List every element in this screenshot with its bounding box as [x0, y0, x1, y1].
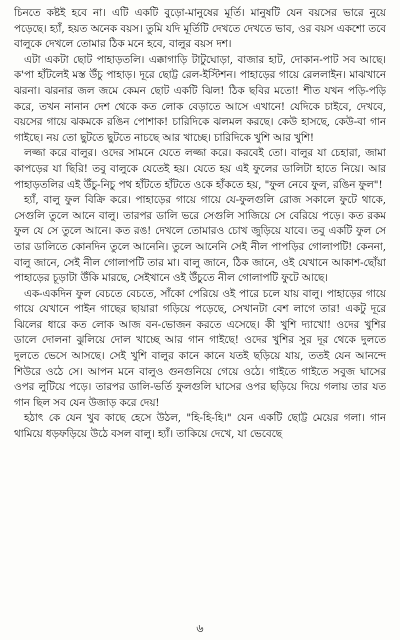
paragraph-3: লজ্জা করে বালুর। ওদের সামনে যেতে লজ্জা করে। করবেই তো। বালুর যা চেহারা, জামা কাপড়ের যা ছিরি! তবু বালুকে যেতেই হয়। যেতে হয় এই ফুলের ডালিটা হাতে নিয়ে। আর পাহাড়তলির এই উঁচু-নিচু পথ হাঁটতে হাঁটতে ওকে হাঁকতে হয়, "ফুল নেবে ফুল, রঙিন ফুল"!	[14, 147, 386, 191]
page-number: ৬	[196, 622, 204, 635]
paragraph-5: এক-একদিন ফুল বেচতে বেচতে, সাঁকো পেরিয়ে ওই পারে চলে যায় বালু। পাহাড়ের গায়ে গায়ে যেখানে পাইন গাছের ছায়ারা গড়িয়ে পড়েছে, সেখানটা বেশ লাগে তার! একটু দূরে ঝিলের ধারে কত লোক আজ বন-ভোজন করতে এসেছে। কী খুশি দ্যাখো! ওদের খুশির ডালে দোলনা ঝুলিয়ে দোল খাচ্ছে আর গান গাইছে! ওদের খুশির সুর দূর থেকে দুলতে দুলতে ভেসে আসছে। সেই খুশি বালুর কানে কানে যতই ছড়িয়ে যায়, ততই যেন আনন্দে শিউরে ওঠে সে। আপন মনে বালুও গুনগুনিয়ে গেয়ে ওঠে। গাইতে গাইতে সবুজ ঘাসের ওপর লুটিয়ে পড়ে। তারপর ডালি-ভর্তি ফুলগুলি ঘাসের ওপর ছড়িয়ে দিয়ে গলায় তার যত গান ছিল সব যেন উজাড় করে দেয়!	[14, 287, 386, 409]
paragraph-6: হঠাৎ কে যেন খুব কাছে হেসে উঠল, "হি-হি-হি।" যেন একটি ছোট্ট মেয়ের গলা। গান থামিয়ে ধড়ফড়িয়ে উঠে বসল বালু। হ্যাঁ। তাকিয়ে দেখে, যা ভেবেছে	[14, 412, 386, 441]
paragraph-4: হ্যাঁ, বালু ফুল বিক্রি করে। পাহাড়ের গায়ে গায়ে যে-ফুলগুলি রোজ সকালে ফুটে থাকে, সেগুলি তুলে আনে বালু। তারপর ডালি ভরে সেগুলি সাজিয়ে সে বেরিয়ে পড়ে। কত রকম ফুল যে সে তুলে আনে। কত রঙ! দেখলে তোমারও চোখ জুড়িয়ে যাবে। তবু একটি ফুল সে তার ডালিতে কোনদিন তুলে আনেনি। তুলে আনেনি সেই নীল পাপড়ির গোলাপটি! কেননা, বালু জানে, সেই নীল গোলাপটি তার মা। বালু জানে, ঠিক জানে, ওই যেখানে আকাশ-ছোঁয়া পাহাড়ের চূড়াটা উঁকি মারছে, সেইখানে ওই উঁচুতে নীল গোলাপটি ফুটে আছে।	[14, 194, 386, 285]
body-text	[14, 6, 386, 610]
paragraph-1: চিনতে কষ্টই হবে না। এটি একটি বুড়ো-মানুষের মূর্তি। মানুষটি যেন বয়সের ভারে নুয়ে পড়েছে। হ্যাঁ, হয়ত অনেক বয়স। তুমি যদি মূর্তিটি দেখতে দেখতে ভাব, ওর বয়স একশো তবে বালুকে দেখলে তোমার ঠিক মনে হবে, বালুর বয়স দশ।	[14, 7, 386, 51]
paragraph-2: এটা একটা ছোট পাহাড়তলি। এক্কাগাড়ি টাটুঘোড়া, বাজার হাট, দোকান-পাট সব আছে। ক'পা হাঁটলেই মস্ত উঁচু পাহাড়। দূরে ছোট্ট রেল-ইস্টিশন। পাহাড়ের গায়ে রেললাইন। মাঝখানে ঝরনা। ঝরনার জল জমে কেমন ছোট একটি ঝিল! ঠিক ছবির মতো! শীত যখন পড়ি-পড়ি করে, তখন নানান দেশ থেকে কত লোক বেড়াতে আসে এখানে! যেদিকে চাইবে, দেখবে, বয়সের গায়ে ঝকমকে রঙিন পোশাক! চারিদিকে ঝলমল করছে। কেউ হাসছে, কেউ-বা গান গাইছে। নয় তো ছুটতে ছুটতে নাচছে আর খাচ্ছে। চারিদিকে খুশি আর খুশি!	[14, 53, 386, 144]
